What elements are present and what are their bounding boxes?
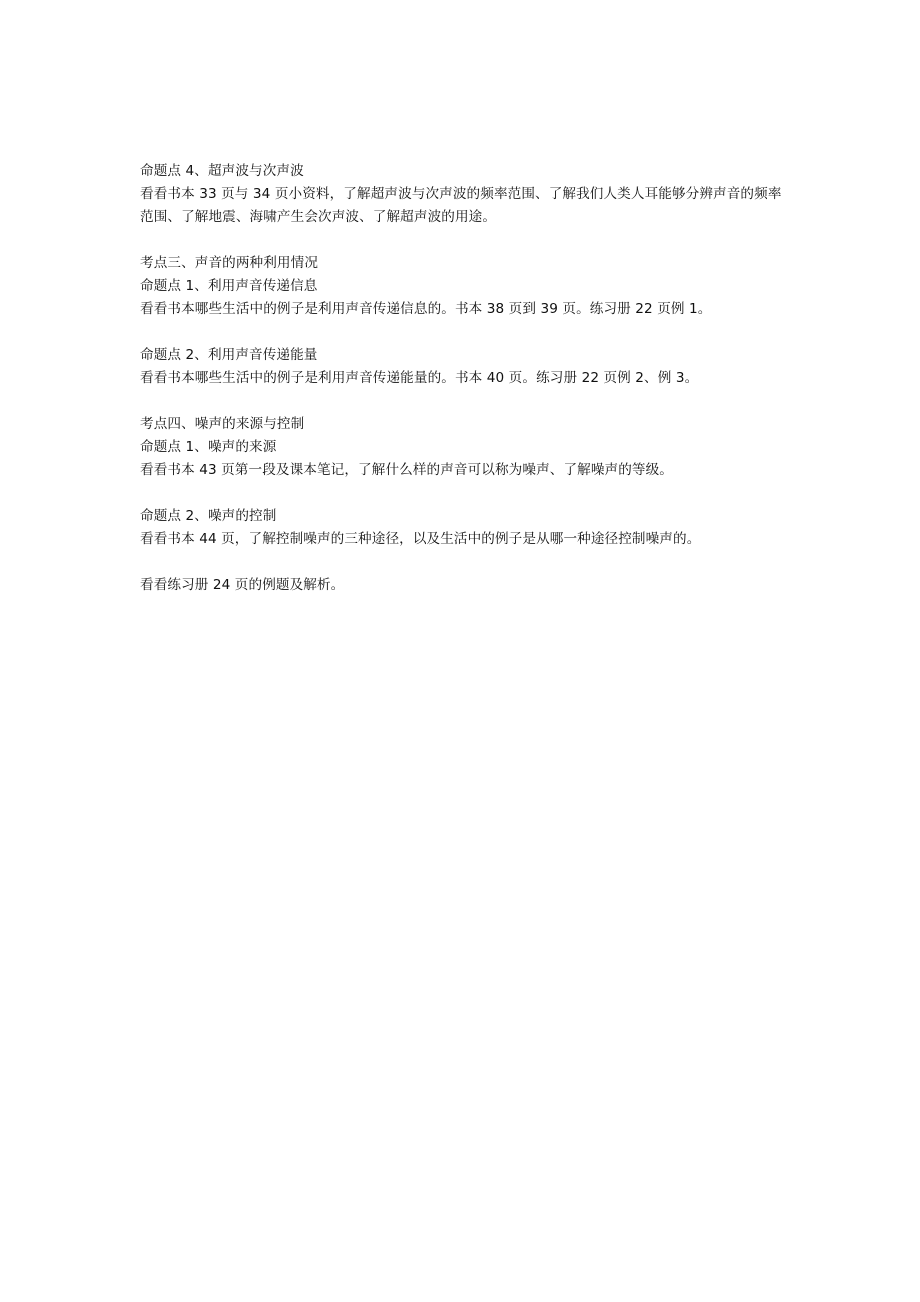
topic-heading: 考点四、噪声的来源与控制 [140, 416, 305, 432]
topic-heading: 考点三、声音的两种利用情况 [140, 255, 319, 271]
section-paragraph: 看看书本哪些生活中的例子是利用声音传递信息的。书本 38 页到 39 页。练习册 22 页例 1。 [140, 301, 712, 317]
section-heading: 命题点 1、利用声音传递信息 [140, 278, 318, 294]
paragraph-spacer [140, 551, 790, 574]
section-heading: 命题点 2、利用声音传递能量 [140, 347, 318, 363]
paragraph-spacer [140, 321, 790, 344]
section-paragraph: 看看书本 44 页，了解控制噪声的三种途径，以及生活中的例子是从哪一种途径控制噪声的。 [140, 531, 701, 547]
section-paragraph: 看看书本哪些生活中的例子是利用声音传递能量的。书本 40 页。练习册 22 页例 2、例 3。 [140, 370, 699, 386]
document-body [140, 160, 790, 597]
section-paragraph: 看看书本 43 页第一段及课本笔记，了解什么样的声音可以称为噪声、了解噪声的等级。 [140, 462, 674, 478]
closing-note: 看看练习册 24 页的例题及解析。 [140, 577, 345, 593]
paragraph-spacer [140, 229, 790, 252]
paragraph-spacer [140, 482, 790, 505]
section-heading: 命题点 4、超声波与次声波 [140, 163, 304, 179]
paragraph-spacer [140, 390, 790, 413]
section-paragraph: 看看书本 33 页与 34 页小资料，了解超声波与次声波的频率范围、了解我们人类人耳能够分辨声音的频率范围、了解地震、海啸产生会次声波、了解超声波的用途。 [140, 186, 782, 225]
section-heading: 命题点 2、噪声的控制 [140, 508, 277, 524]
section-heading: 命题点 1、噪声的来源 [140, 439, 277, 455]
